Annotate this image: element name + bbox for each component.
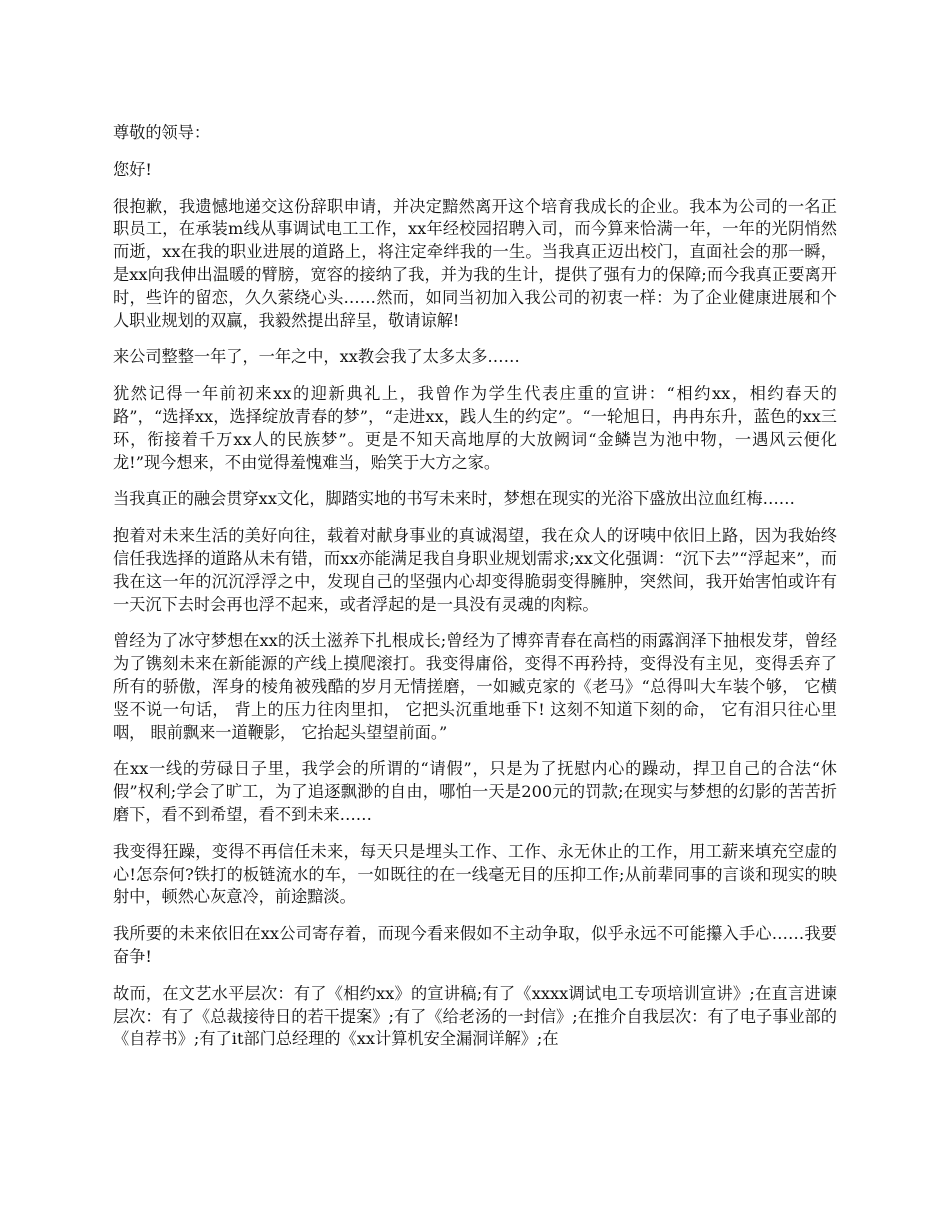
paragraph-8: 我变得狂躁，变得不再信任未来，每天只是埋头工作、工作、永无休止的工作，用工薪来填充空虚的心!怎奈何?铁打的板链流水的车，一如既往的在一线毫无目的压抑工作;从前辈同事的言谈和现实的映射中，顿然心灰意冷，前途黯淡。 [113, 841, 837, 907]
letter-document [113, 122, 837, 1065]
paragraph-5: 抱着对未来生活的美好向往，载着对献身事业的真诚渴望，我在众人的讶咦中依旧上路，因为我始终信任我选择的道路从未有错，而xx亦能满足我自身职业规划需求;xx文化强调：“沉下去”“浮起来”，而我在这一年的沉沉浮浮之中，发现自己的坚强内心却变得脆弱变得臃肿，突然间，我开始害怕或许有一天沉下去时会再也浮不起来，或者浮起的是一具没有灵魂的肉粽。 [113, 526, 837, 614]
paragraph-2: 来公司整整一年了，一年之中，xx教会我了太多太多…… [113, 347, 520, 367]
greeting: 您好! [113, 159, 152, 179]
paragraph-9: 我所要的未来依旧在xx公司寄存着，而现今看来假如不主动争取，似乎永远不可能攥入手心……我要奋争! [113, 924, 837, 966]
paragraph-3: 犹然记得一年前初来xx的迎新典礼上，我曾作为学生代表庄重的宣讲：“相约xx，相约春天的路”，“选择xx，选择绽放青春的梦”，“走进xx，践人生的约定”。“一轮旭日，冉冉东升，蓝色的xx三环，衔接着千万xx人的民族梦”。更是不知天高地厚的大放阙词“金鳞岂为池中物，一遇风云便化龙!”现今想来，不由觉得羞愧难当，贻笑于大方之家。 [113, 384, 837, 472]
paragraph-6: 曾经为了冰守梦想在xx的沃土滋养下扎根成长;曾经为了博弈青春在高档的雨露润泽下抽根发芽，曾经为了镌刻未来在新能源的产线上摸爬滚打。我变得庸俗，变得不再矜持，变得没有主见，变得丢弃了所有的骄傲，浑身的棱角被残酷的岁月无情搓磨，一如臧克家的《老马》“总得叫大车装个够， 它横竖不说一句话， 背上的压力往肉里扣， 它把头沉重地垂下! 这刻不知道下刻的命， 它有泪只往心里咽， 眼前飘来一道鞭影， 它抬起头望望前面。” [113, 631, 837, 742]
paragraph-4: 当我真正的融会贯穿xx文化，脚踏实地的书写未来时，梦想在现实的光浴下盛放出泣血红梅…… [113, 489, 795, 509]
paragraph-1: 很抱歉，我遗憾地递交这份辞职申请，并决定黯然离开这个培育我成长的企业。我本为公司的一名正职员工，在承装m线从事调试电工工作，xx年经校园招聘入司，而今算来恰满一年，一年的光阴悄然而逝，xx在我的职业进展的道路上，将注定牵绊我的一生。当我真正迈出校门，直面社会的那一瞬，是xx向我伸出温暖的臂膀，宽容的接纳了我，并为我的生计，提供了强有力的保障;而今我真正要离开时，些许的留恋，久久萦绕心头……然而，如同当初加入我公司的初衷一样：为了企业健康进展和个人职业规划的双赢，我毅然提出辞呈，敬请谅解! [113, 196, 837, 330]
salutation: 尊敬的领导： [113, 123, 211, 142]
paragraph-10: 故而，在文艺水平层次：有了《相约xx》的宣讲稿;有了《xxxx调试电工专项培训宣讲》;在直言进谏层次：有了《总裁接待日的若干提案》;有了《给老汤的一封信》;在推介自我层次：有了电子事业部的《自荐书》;有了it部门总经理的《xx计算机安全漏洞详解》;在 [113, 983, 837, 1049]
paragraph-7: 在xx一线的劳碌日子里，我学会的所谓的“请假”，只是为了抚慰内心的躁动，捍卫自己的合法“休假”权利;学会了旷工，为了追逐飘渺的自由，哪怕一天是200元的罚款;在现实与梦想的幻影的苦苦折磨下，看不到希望，看不到未来…… [113, 759, 837, 824]
